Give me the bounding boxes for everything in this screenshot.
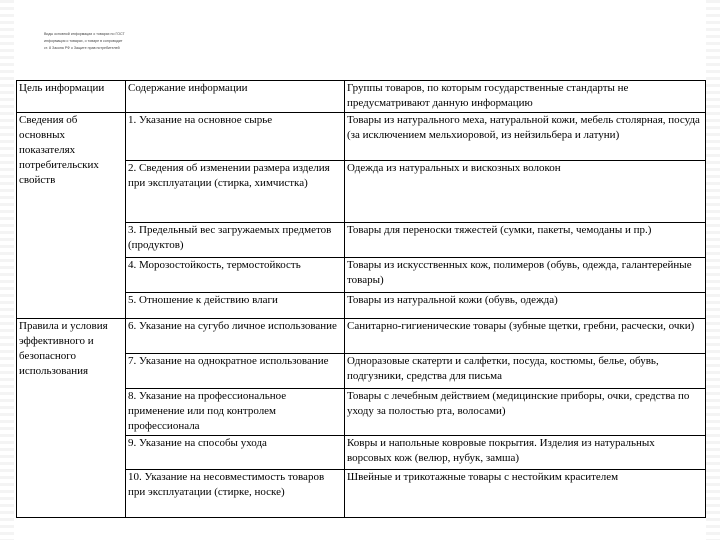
table-row — [17, 113, 706, 161]
content-cell: 3. Предельный вес загружаемых предметов (продуктов) — [126, 223, 345, 258]
content-cell: 1. Указание на основное сырье — [126, 113, 345, 161]
table-header-row — [17, 81, 706, 113]
goods-cell: Швейные и трикотажные товары с нестойким красителем — [345, 470, 706, 518]
goods-cell: Товары из натуральной кожи (обувь, одежда) — [345, 293, 706, 319]
goods-cell: Санитарно-гигиенические товары (зубные щетки, гребни, расчески, очки) — [345, 319, 706, 354]
content-cell: 9. Указание на способы ухода — [126, 436, 345, 470]
header-goal: Цель информации — [17, 81, 126, 113]
content-cell: 7. Указание на однократное использование — [126, 354, 345, 389]
goods-cell: Одежда из натуральных и вискозных волокон — [345, 161, 706, 223]
info-table — [16, 80, 706, 518]
slide-edge-left — [0, 0, 14, 540]
goods-cell: Товары для переноски тяжестей (сумки, пакеты, чемоданы и пр.) — [345, 223, 706, 258]
header-note-line: Виды основной информации о товарах по ГОСТ — [44, 32, 125, 36]
goods-cell: Одноразовые скатерти и салфетки, посуда, костюмы, белье, обувь, подгузники, средства для письма — [345, 354, 706, 389]
goal-cell: Сведения об основных показателях потребительских свойств — [17, 113, 126, 319]
content-cell: 5. Отношение к действию влаги — [126, 293, 345, 319]
content-cell: 8. Указание на профессиональное применение или под контролем профессионала — [126, 389, 345, 436]
header-note-line: ст. 8 Закона РФ о Защите прав потребителей — [44, 46, 120, 50]
content-cell: 6. Указание на сугубо личное использование — [126, 319, 345, 354]
goods-cell: Ковры и напольные ковровые покрытия. Изделия из натуральных ворсовых кож (велюр, нубук, замша) — [345, 436, 706, 470]
goods-cell: Товары с лечебным действием (медицинские приборы, очки, средства по уходу за полостью рта, волосами) — [345, 389, 706, 436]
header-content: Содержание информации — [126, 81, 345, 113]
goods-cell: Товары из натурального меха, натуральной кожи, мебель столярная, посуда (за исключением мельхиоровой, из нейзильбера и латуни) — [345, 113, 706, 161]
content-cell: 4. Морозостойкость, термостойкость — [126, 258, 345, 293]
header-note — [44, 31, 224, 52]
table-row — [17, 319, 706, 354]
header-goods: Группы товаров, по которым государственные стандарты не предусматривают данную информацию — [345, 81, 706, 113]
slide-edge-right — [706, 0, 720, 540]
content-cell: 2. Сведения об изменении размера изделия при эксплуатации (стирка, химчистка) — [126, 161, 345, 223]
content-cell: 10. Указание на несовместимость товаров при эксплуатации (стирке, носке) — [126, 470, 345, 518]
goal-cell: Правила и условия эффективного и безопасного использования — [17, 319, 126, 518]
header-note-line: информация о товарах, о товаре в сопроводит — [44, 39, 123, 43]
goods-cell: Товары из искусственных кож, полимеров (обувь, одежда, галантерейные товары) — [345, 258, 706, 293]
